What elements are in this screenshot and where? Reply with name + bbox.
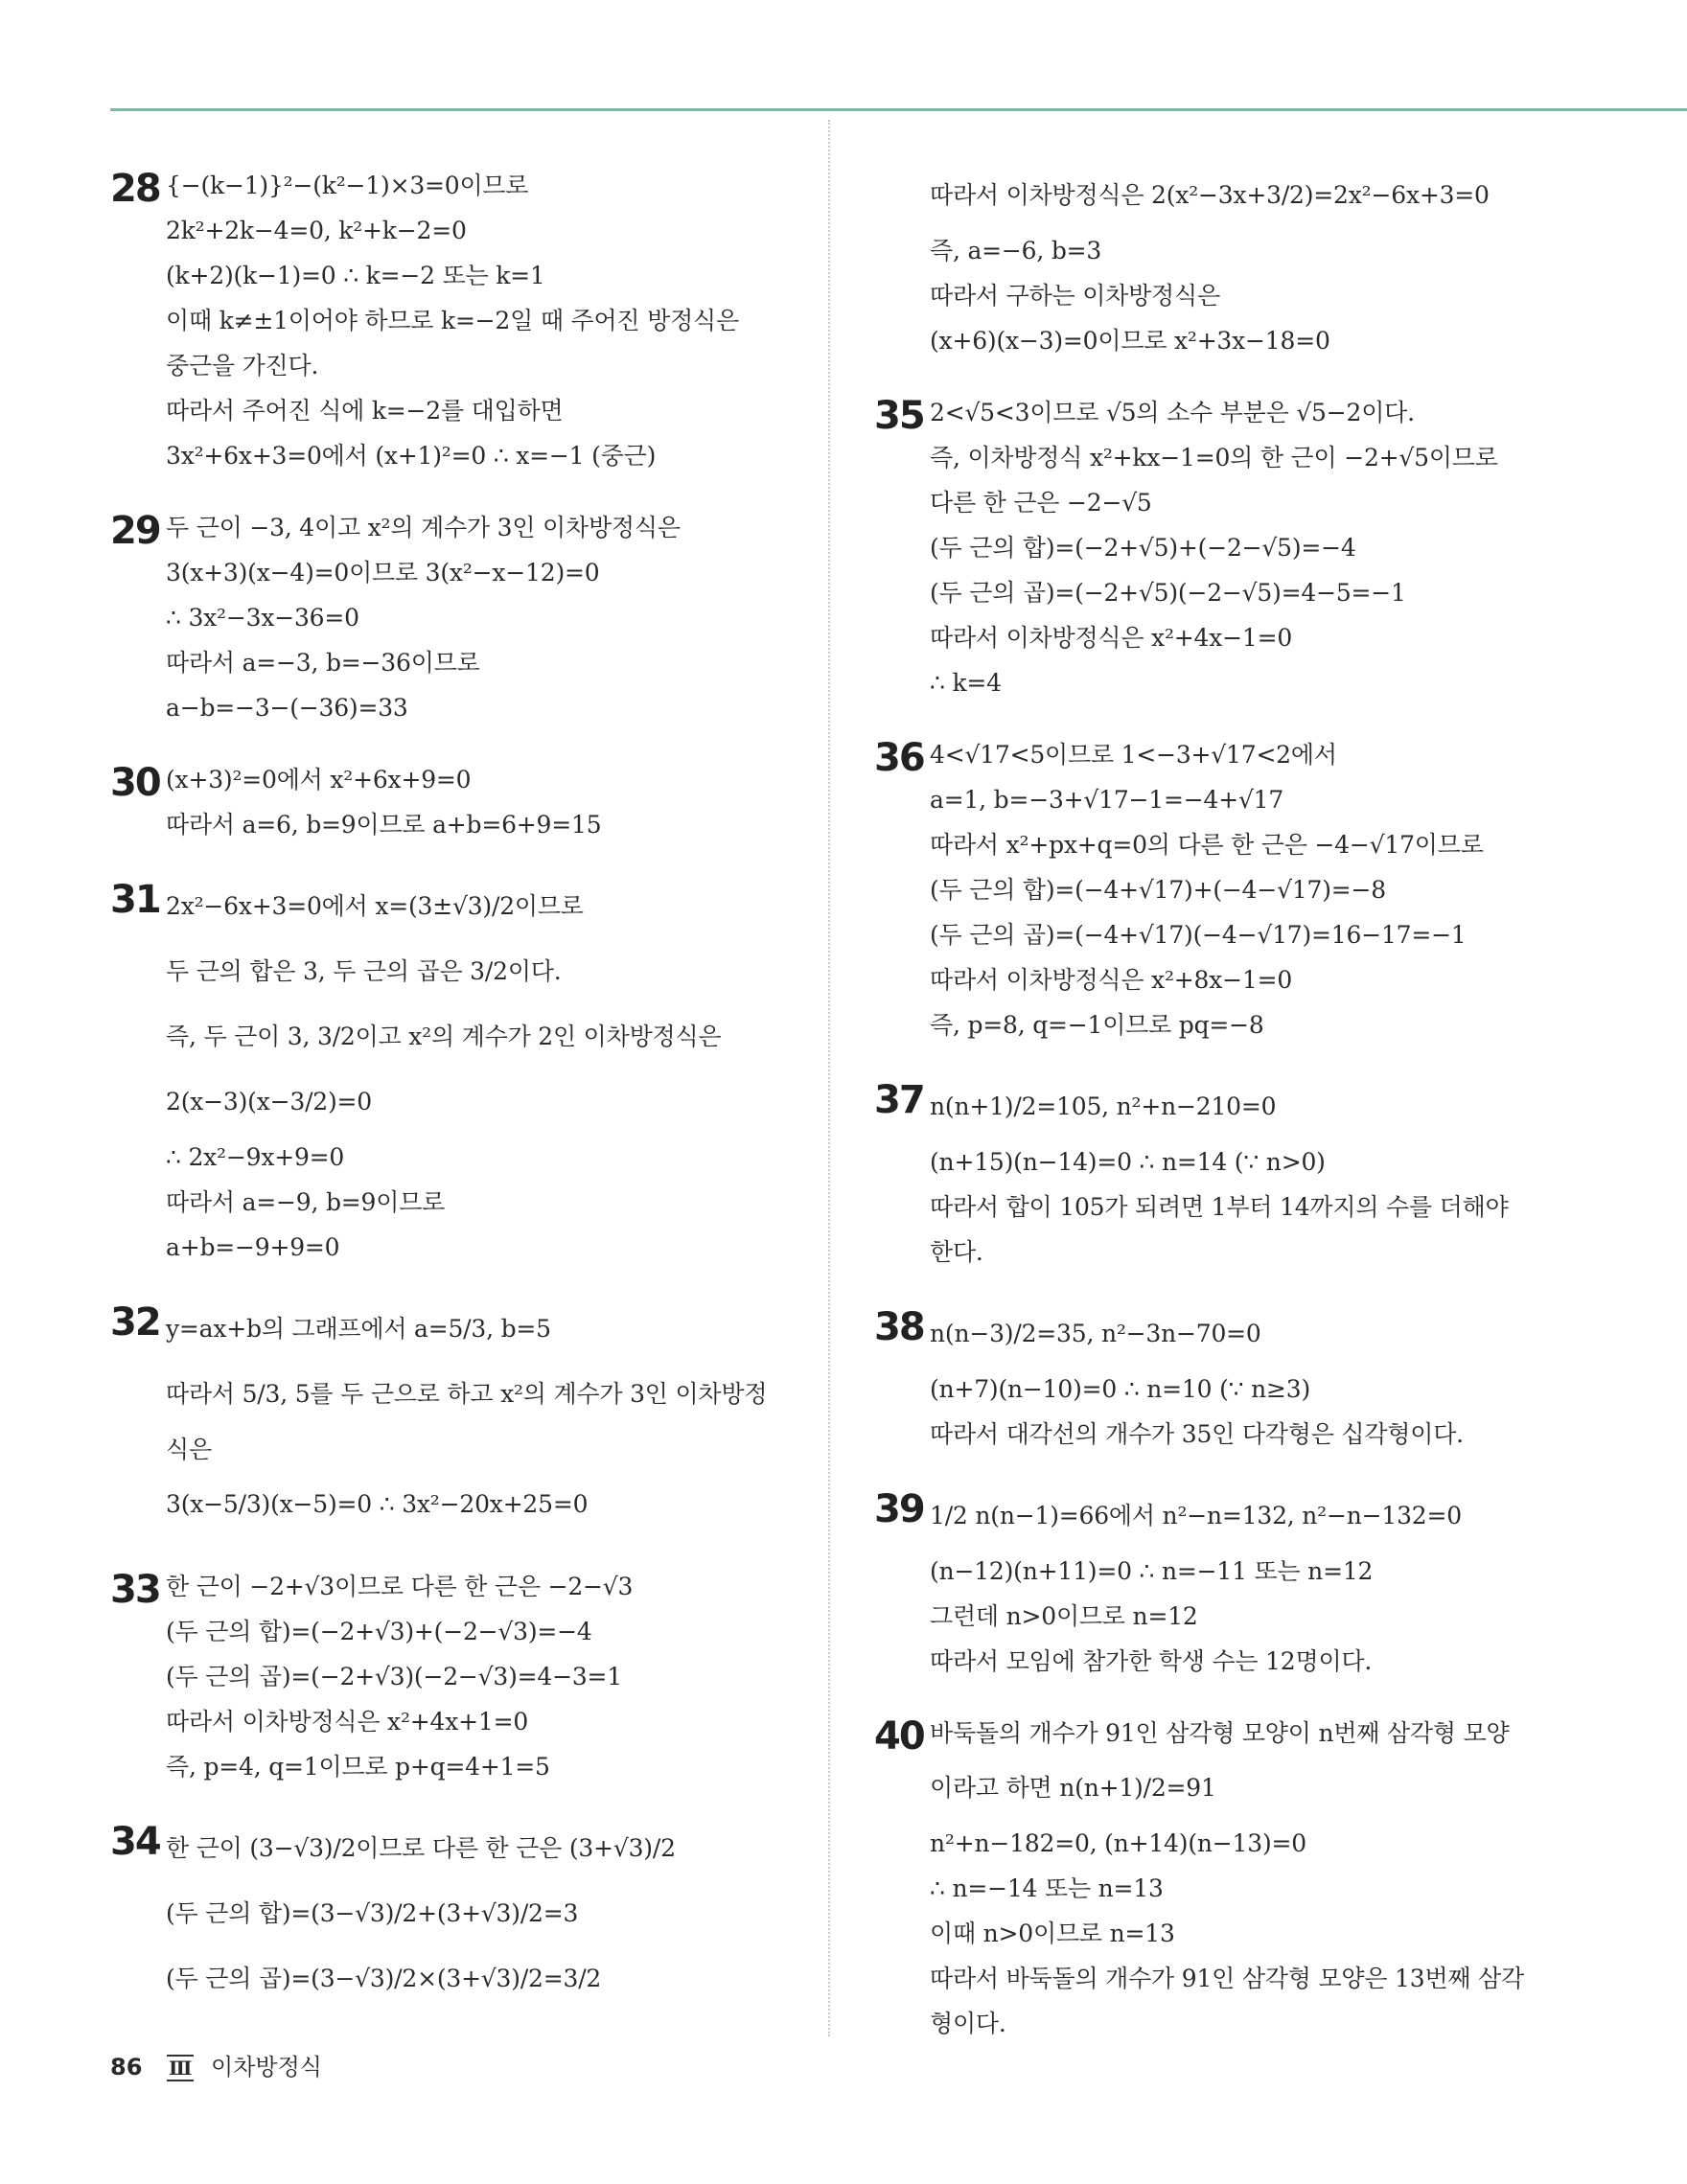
- solution-line: (두 근의 곱)=(−2+√5)(−2−√5)=4−5=−1: [930, 579, 1406, 607]
- solution-line: 즉, 이차방정식 x²+kx−1=0의 한 근이 −2+√5이므로: [930, 444, 1498, 471]
- solution-line: 두 근의 합은 3, 두 근의 곱은 3/2이다.: [166, 957, 562, 985]
- solution-block: [874, 390, 1555, 705]
- solution-line: (두 근의 곱)=(−4+√17)(−4−√17)=16−17=−1: [930, 921, 1467, 949]
- solution-line: 따라서 a=−9, b=9이므로: [166, 1188, 446, 1216]
- problem-number: 31: [110, 878, 160, 922]
- solution-block: [110, 505, 800, 730]
- solution-line: 중근을 가진다.: [166, 352, 319, 379]
- solution-line: 이때 n>0이므로 n=13: [930, 1920, 1175, 1947]
- solution-line: 즉, p=8, q=−1이므로 pq=−8: [930, 1011, 1264, 1039]
- problem-number: 36: [874, 736, 924, 780]
- problem-number: 34: [110, 1820, 160, 1864]
- solution-line: (n+7)(n−10)=0 ∴ n=10 (∵ n≥3): [930, 1375, 1311, 1403]
- solution-line: 따라서 구하는 이차방정식은: [930, 282, 1220, 310]
- solution-line: 한 근이 (3−√3)/2이므로 다른 한 근은 (3+√3)/2: [166, 1834, 676, 1862]
- solution-line: ∴ 3x²−3x−36=0: [166, 604, 359, 632]
- solution-line: (두 근의 합)=(−4+√17)+(−4−√17)=−8: [930, 876, 1386, 904]
- left-column: [110, 163, 800, 2038]
- solution-line: (k+2)(k−1)=0 ∴ k=−2 또는 k=1: [166, 262, 545, 289]
- solution-block: [874, 1301, 1555, 1457]
- solution-line: (두 근의 합)=(3−√3)/2+(3+√3)/2=3: [166, 1899, 579, 1927]
- solution-line: {−(k−1)}²−(k²−1)×3=0이므로: [166, 172, 529, 199]
- solution-line: (x+6)(x−3)=0이므로 x²+3x−18=0: [930, 327, 1330, 355]
- solution-block: [874, 1711, 1555, 2046]
- solution-block: [874, 1074, 1555, 1275]
- solution-line: (두 근의 합)=(−2+√5)+(−2−√5)=−4: [930, 534, 1356, 562]
- solution-line: 식은: [166, 1436, 212, 1463]
- solution-line: y=ax+b의 그래프에서 a=5/3, b=5: [166, 1315, 551, 1343]
- solution-line: 따라서 모임에 참가한 학생 수는 12명이다.: [930, 1647, 1373, 1675]
- solution-line: a=1, b=−3+√17−1=−4+√17: [930, 786, 1284, 814]
- solution-line: 따라서 a=−3, b=−36이므로: [166, 649, 480, 677]
- chapter-title: 이차방정식: [211, 2054, 322, 2081]
- solution-line: 바둑돌의 개수가 91인 삼각형 모양이 n번째 삼각형 모양: [930, 1719, 1510, 1747]
- solution-line: a+b=−9+9=0: [166, 1233, 340, 1261]
- solution-block: [874, 732, 1555, 1047]
- solution-line: 2(x−3)(x−3/2)=0: [166, 1088, 373, 1115]
- page-footer: [110, 2048, 322, 2081]
- solution-line: (n−12)(n+11)=0 ∴ n=−11 또는 n=12: [930, 1557, 1374, 1585]
- solution-block: [110, 757, 800, 847]
- chapter-numeral: Ⅲ: [169, 2057, 193, 2080]
- header-rule: [110, 108, 1687, 111]
- problem-number: 39: [874, 1487, 924, 1531]
- right-column: [874, 163, 1555, 2073]
- solution-line: 두 근이 −3, 4이고 x²의 계수가 3인 이차방정식은: [166, 514, 681, 541]
- solution-line: 이때 k≠±1이어야 하므로 k=−2일 때 주어진 방정식은: [166, 307, 739, 334]
- solution-block: [874, 163, 1555, 363]
- solution-line: 2<√5<3이므로 √5의 소수 부분은 √5−2이다.: [930, 399, 1415, 426]
- solution-line: 따라서 바둑돌의 개수가 91인 삼각형 모양은 13번째 삼각: [930, 1965, 1525, 1992]
- problem-number: 35: [874, 394, 924, 438]
- solution-line: a−b=−3−(−36)=33: [166, 694, 408, 722]
- solution-line: 3x²+6x+3=0에서 (x+1)²=0 ∴ x=−1 (중근): [166, 442, 657, 470]
- solution-block: [110, 163, 800, 478]
- solution-line: 즉, a=−6, b=3: [930, 237, 1102, 264]
- solution-line: ∴ 2x²−9x+9=0: [166, 1143, 345, 1171]
- solution-line: (두 근의 곱)=(3−√3)/2×(3+√3)/2=3/2: [166, 1965, 602, 1992]
- solution-line: (두 근의 곱)=(−2+√3)(−2−√3)=4−3=1: [166, 1663, 622, 1690]
- solution-block: [110, 1816, 800, 2012]
- problem-number: 37: [874, 1078, 924, 1122]
- solution-line: 한 근이 −2+√3이므로 다른 한 근은 −2−√3: [166, 1573, 634, 1600]
- solution-line: 2x²−6x+3=0에서 x=(3±√3)/2이므로: [166, 892, 584, 920]
- solution-block: [110, 874, 800, 1270]
- problem-number: 32: [110, 1300, 160, 1345]
- solution-block: [110, 1564, 800, 1789]
- solution-line: (두 근의 합)=(−2+√3)+(−2−√3)=−4: [166, 1618, 592, 1645]
- solution-line: 따라서 이차방정식은 x²+4x−1=0: [930, 624, 1293, 652]
- solution-line: 따라서 주어진 식에 k=−2를 대입하면: [166, 397, 564, 425]
- solution-line: ∴ k=4: [930, 669, 1002, 697]
- solution-line: 한다.: [930, 1238, 983, 1266]
- problem-number: 38: [874, 1305, 924, 1349]
- solution-line: n(n+1)/2=105, n²+n−210=0: [930, 1092, 1277, 1120]
- problem-number: 30: [110, 761, 160, 805]
- solution-line: n(n−3)/2=35, n²−3n−70=0: [930, 1320, 1261, 1347]
- page-number: 86: [110, 2054, 143, 2081]
- solution-block: [110, 1297, 800, 1537]
- solution-line: 1/2 n(n−1)=66에서 n²−n=132, n²−n−132=0: [930, 1502, 1462, 1529]
- solution-line: 4<√17<5이므로 1<−3+√17<2에서: [930, 741, 1337, 769]
- problem-number: 28: [110, 167, 160, 211]
- solution-line: 따라서 5/3, 5를 두 근으로 하고 x²의 계수가 3인 이차방정: [166, 1380, 768, 1408]
- solution-line: 따라서 대각선의 개수가 35인 다각형은 십각형이다.: [930, 1420, 1464, 1448]
- solution-line: 2k²+2k−4=0, k²+k−2=0: [166, 217, 467, 244]
- solution-line: n²+n−182=0, (n+14)(n−13)=0: [930, 1829, 1306, 1857]
- solution-line: 3(x+3)(x−4)=0이므로 3(x²−x−12)=0: [166, 559, 600, 586]
- column-divider: [828, 120, 830, 2036]
- solution-block: [874, 1483, 1555, 1684]
- solution-line: 따라서 이차방정식은 x²+8x−1=0: [930, 966, 1293, 994]
- solution-line: (x+3)²=0에서 x²+6x+9=0: [166, 766, 472, 793]
- solution-line: 따라서 이차방정식은 2(x²−3x+3/2)=2x²−6x+3=0: [930, 181, 1490, 209]
- problem-number: 29: [110, 509, 160, 553]
- solution-line: 형이다.: [930, 2010, 1006, 2037]
- solution-line: (n+15)(n−14)=0 ∴ n=14 (∵ n>0): [930, 1148, 1326, 1176]
- solution-line: 다른 한 근은 −2−√5: [930, 489, 1152, 517]
- solution-line: 이라고 하면 n(n+1)/2=91: [930, 1774, 1216, 1802]
- solution-line: ∴ n=−14 또는 n=13: [930, 1874, 1164, 1902]
- solution-line: 즉, p=4, q=1이므로 p+q=4+1=5: [166, 1753, 550, 1781]
- solution-line: 따라서 x²+px+q=0의 다른 한 근은 −4−√17이므로: [930, 831, 1484, 859]
- solution-line: 즉, 두 근이 3, 3/2이고 x²의 계수가 2인 이차방정식은: [166, 1023, 722, 1050]
- problem-number: 40: [874, 1714, 924, 1759]
- solution-line: 그런데 n>0이므로 n=12: [930, 1602, 1198, 1630]
- solution-line: 따라서 합이 105가 되려면 1부터 14까지의 수를 더해야: [930, 1193, 1509, 1221]
- solution-line: 3(x−5/3)(x−5)=0 ∴ 3x²−20x+25=0: [166, 1490, 589, 1518]
- problem-number: 33: [110, 1568, 160, 1612]
- solution-line: 따라서 a=6, b=9이므로 a+b=6+9=15: [166, 811, 602, 839]
- solution-line: 따라서 이차방정식은 x²+4x+1=0: [166, 1708, 529, 1736]
